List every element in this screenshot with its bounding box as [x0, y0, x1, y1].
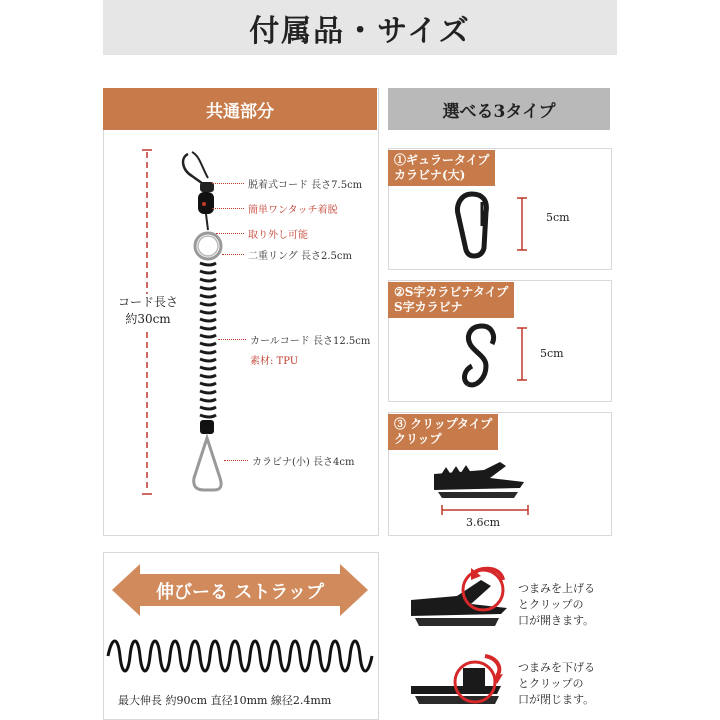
type-tag-3-line1: ③ クリップタイプ [394, 417, 493, 431]
type-size-2: 5cm [540, 347, 564, 360]
type-tag-2 [388, 282, 514, 318]
page-title-bar [103, 0, 617, 55]
size-line-1 [516, 196, 528, 252]
clip-close-line3: 口が閉じます。 [518, 693, 595, 706]
clip-open-image [405, 566, 513, 632]
types-header-text: 選べる3タイプ [442, 101, 556, 122]
leader-line [218, 339, 246, 340]
leader-line [222, 254, 244, 255]
size-line-3 [440, 504, 530, 516]
clip-open-note [518, 581, 595, 629]
stretch-banner-text: 伸びーる ストラップ [156, 582, 324, 603]
clip-open-line3: 口が開きます。 [518, 614, 595, 627]
label-detachable-cord: 脱着式コード 長さ7.5cm [248, 180, 363, 191]
common-part-header-text: 共通部分 [206, 101, 274, 122]
leader-line [224, 460, 248, 461]
leader-line [216, 233, 244, 234]
label-removable: 取り外し可能 [248, 230, 308, 241]
label-curl-cord: カールコード 長さ12.5cm [250, 336, 371, 347]
stretched-coil-image [106, 628, 374, 684]
leader-line [212, 183, 244, 184]
page-title: 付属品・サイズ [249, 13, 471, 49]
type-tag-3 [388, 414, 498, 450]
label-carabiner-small: カラビナ(小) 長さ4cm [252, 457, 355, 468]
common-part-header [103, 88, 377, 130]
label-material: 素材: TPU [250, 356, 299, 367]
carabiner-large-icon [452, 190, 492, 260]
type-tag-1 [388, 150, 495, 186]
clip-close-line2: とクリップの [518, 677, 584, 690]
clip-open-line1: つまみを上げる [518, 582, 595, 595]
type-tag-1-line1: ①ギュラータイプ [394, 153, 490, 167]
clip-icon [430, 456, 530, 500]
cord-length-line2: 約30cm [125, 312, 171, 326]
type-tag-1-line2: カラビナ(大) [394, 168, 466, 182]
type-size-3: 3.6cm [466, 516, 501, 529]
types-header [388, 88, 610, 130]
cord-length-line1: コード長さ [117, 295, 178, 309]
type-tag-3-line2: クリップ [394, 432, 442, 446]
strap-image [170, 148, 250, 498]
clip-close-line1: つまみを下げる [518, 661, 595, 674]
type-tag-2-line1: ②S字カラビナタイプ [394, 285, 509, 299]
clip-closed-image [405, 646, 513, 716]
size-line-2 [516, 326, 528, 382]
label-one-touch: 簡単ワンタッチ着脱 [248, 205, 338, 216]
clip-open-line2: とクリップの [518, 598, 584, 611]
stretch-specs: 最大伸長 約90cm 直径10mm 線径2.4mm [118, 694, 332, 707]
type-tag-2-line2: S字カラビナ [394, 300, 463, 314]
label-split-ring: 二重リング 長さ2.5cm [248, 251, 352, 262]
s-carabiner-icon [458, 322, 500, 394]
type-size-1: 5cm [546, 211, 570, 224]
clip-close-note [518, 660, 595, 708]
leader-line [212, 208, 244, 209]
